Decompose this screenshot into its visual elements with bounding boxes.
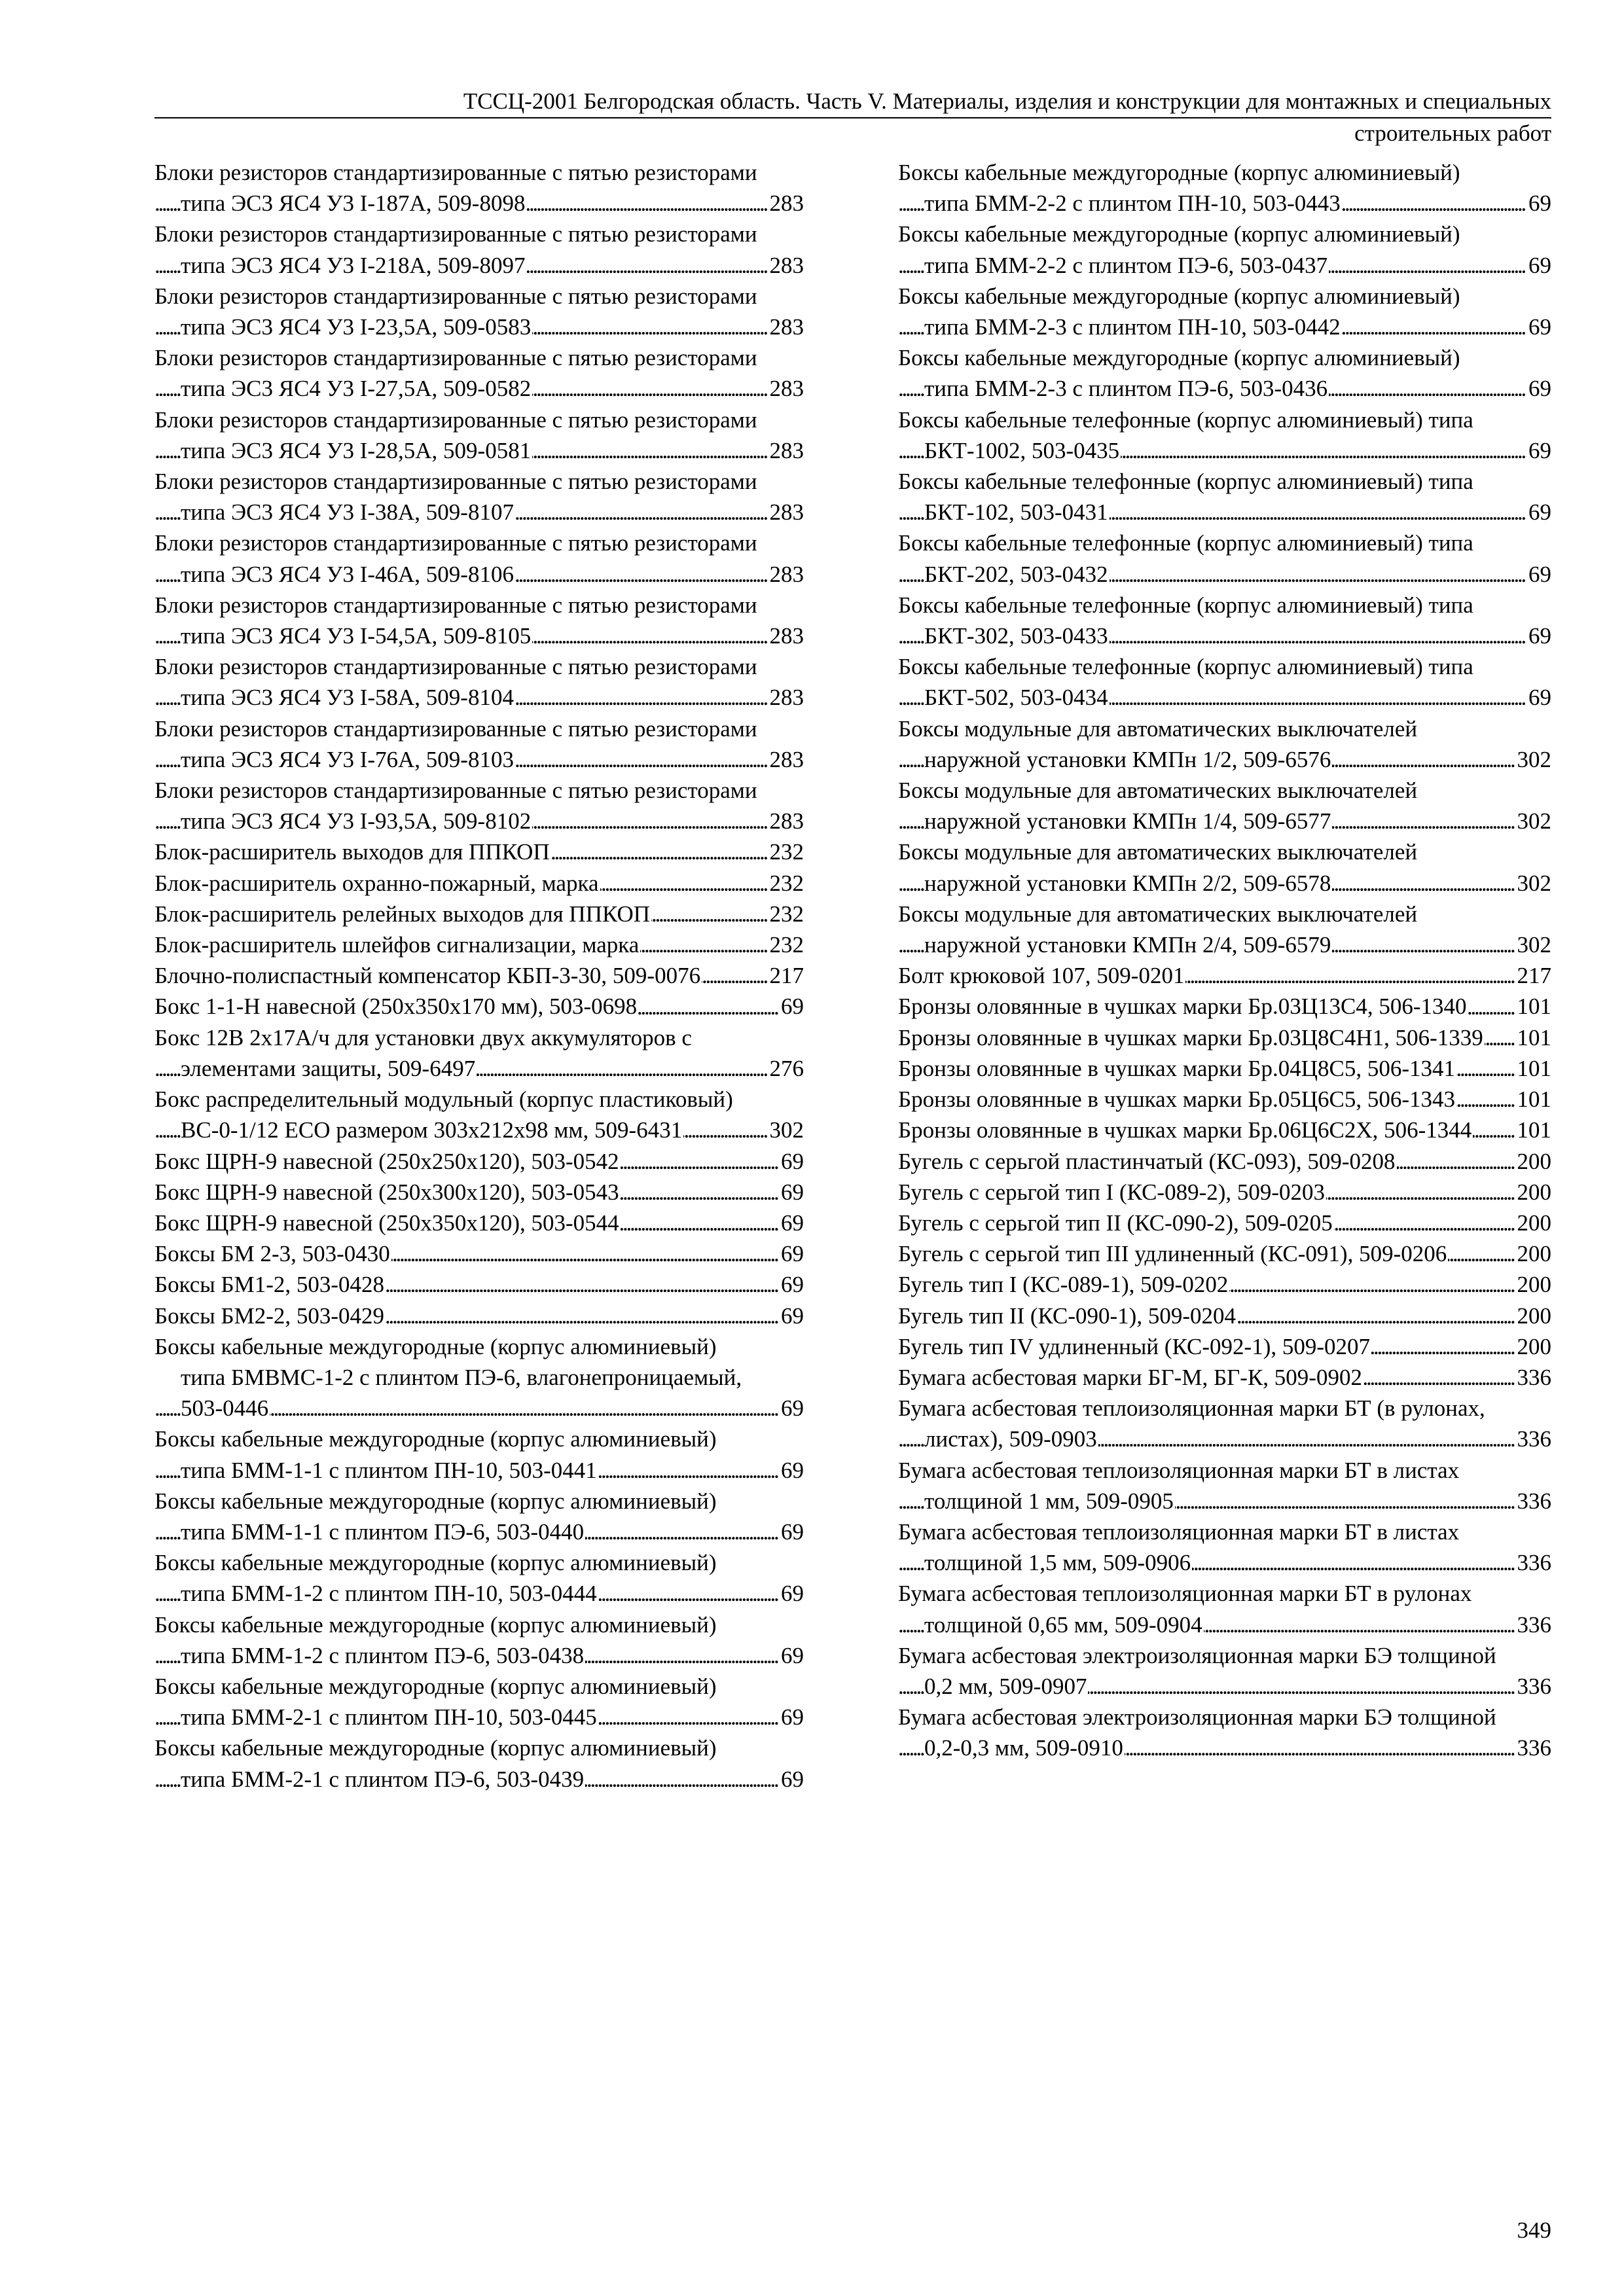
index-entry-page: 69: [1526, 559, 1551, 590]
index-entry-text: Бокс ЩРН-9 навесной (250x300x120), 503-0543: [154, 1179, 619, 1205]
index-entry: [154, 960, 804, 991]
index-entry-text: Боксы БМ 2-3, 503-0430: [154, 1241, 390, 1267]
index-entry-text: Блоки резисторов стандартизированные с пятью резисторами типа ЭС3 ЯС4 У3 I-58А, 509-8104: [154, 654, 757, 711]
index-entry-page: 200: [1515, 1146, 1552, 1177]
index-entry-text: Бокс распределительный модульный (корпус пластиковый) ВС-0-1/12 ECO размером 303x212x98 мм, 509-6431: [154, 1086, 733, 1143]
index-entry-page: 101: [1515, 1084, 1552, 1115]
index-entry: [154, 1208, 804, 1238]
index-entry-text: Боксы БМ1-2, 503-0428: [154, 1272, 385, 1298]
index-entry-text: Бумага асбестовая теплоизоляционная марки БТ в рулонах толщиной 0,65 мм, 509-0904: [898, 1581, 1472, 1638]
index-entry-text: Боксы кабельные междугородные (корпус алюминиевый) типа БММ-2-1 с плинтом ПЭ-6, 503-0439: [154, 1735, 717, 1792]
index-entry-text: Бокс ЩРН-9 навесной (250x350x120), 503-0544: [154, 1210, 619, 1236]
index-entry-text: Блок-расширитель шлейфов сигнализации, марка: [154, 932, 640, 958]
index-entry-page: 69: [1526, 373, 1551, 404]
index-entry-page: 200: [1515, 1177, 1552, 1208]
index-entry-text: Блоки резисторов стандартизированные с пятью резисторами типа ЭС3 ЯС4 У3 I-76А, 509-8103: [154, 715, 757, 772]
index-entry-page: 69: [1526, 435, 1551, 466]
index-entry: [898, 281, 1551, 342]
index-entry-text: Блок-расширитель релейных выходов для ППКОП: [154, 901, 650, 927]
index-entry-text: Болт крюковой 107, 509-0201: [898, 963, 1185, 989]
index-entry: [898, 157, 1551, 219]
index-entry-page: 69: [1526, 682, 1551, 713]
index-entry: [898, 219, 1551, 280]
index-entry-page: 302: [1515, 929, 1552, 960]
index-entry-text: Боксы БМ2-2, 503-0429: [154, 1302, 385, 1329]
index-entry: [154, 1424, 804, 1485]
index-entry-page: 69: [778, 1238, 804, 1269]
index-entry-text: Боксы кабельные телефонные (корпус алюминиевый) типа БКТ-1002, 503-0435: [898, 406, 1473, 463]
index-entry-page: 336: [1515, 1609, 1552, 1640]
index-entry-page: 283: [767, 744, 804, 775]
index-entry-text: Бумага асбестовая электроизоляционная марки БЭ толщиной 0,2 мм, 509-0907: [898, 1642, 1496, 1699]
index-entry-page: 69: [778, 1455, 804, 1486]
index-entry: [898, 713, 1551, 775]
index-entry-text: Блоки резисторов стандартизированные с пятью резисторами типа ЭС3 ЯС4 У3 I-93,5А, 509-8102: [154, 778, 757, 834]
index-entry-page: 101: [1515, 1022, 1552, 1053]
index-entry-page: 217: [767, 960, 804, 991]
index-entry-text: Боксы модульные для автоматических выключателей наружной установки КМПн 1/2, 509-6576: [898, 715, 1418, 772]
index-entry-text: Боксы кабельные междугородные (корпус алюминиевый) типа БММ-1-2 с плинтом ПЭ-6, 503-0438: [154, 1611, 717, 1668]
index-entry-text: Боксы кабельные телефонные (корпус алюминиевый) типа БКТ-302, 503-0433: [898, 592, 1473, 649]
index-entry-page: 69: [778, 1269, 804, 1300]
index-entry-text: Бугель с серьгой тип III удлиненный (КС-091), 509-0206: [898, 1241, 1447, 1267]
index-entry-page: 200: [1515, 1238, 1552, 1269]
running-header: ТССЦ-2001 Белгородская область. Часть V. Материалы, изделия и конструкции для монтажных и специальных: [154, 86, 1551, 118]
index-entry: [898, 1269, 1551, 1300]
index-entry: [898, 1393, 1551, 1454]
index-entry-page: 200: [1515, 1300, 1552, 1331]
index-entry: [154, 1547, 804, 1609]
index-entry-page: 232: [767, 836, 804, 867]
index-entry-text: Блок-расширитель выходов для ППКОП: [154, 839, 550, 865]
index-entry-page: 69: [778, 1146, 804, 1177]
index-entry-page: 283: [767, 806, 804, 836]
index-entry: [898, 590, 1551, 651]
index-entry: [898, 960, 1551, 991]
index-entry-text: Блоки резисторов стандартизированные с пятью резисторами типа ЭС3 ЯС4 У3 I-38А, 509-8107: [154, 469, 757, 526]
index-entry-page: 101: [1515, 991, 1552, 1022]
index-entry: [154, 528, 804, 589]
index-entry-page: 232: [767, 929, 804, 960]
index-entry-text: Бронзы оловянные в чушках марки Бр.05Ц6С5, 506-1343: [898, 1086, 1455, 1113]
index-entry-page: 69: [778, 991, 804, 1022]
index-entry-page: 336: [1515, 1732, 1552, 1763]
index-entry-text: Бокс ЩРН-9 навесной (250x250x120), 503-0542: [154, 1148, 619, 1174]
index-entry: [154, 1609, 804, 1671]
index-entry-page: 283: [767, 373, 804, 404]
index-entry: [154, 836, 804, 867]
index-entry-text: Боксы кабельные междугородные (корпус алюминиевый) типа БММ-2-3 с плинтом ПЭ-6, 503-0436: [898, 345, 1460, 402]
index-entry-text: Боксы кабельные телефонные (корпус алюминиевый) типа БКТ-102, 503-0431: [898, 469, 1473, 526]
index-entry: [154, 281, 804, 342]
index-entry: [898, 1238, 1551, 1269]
index-entry: [898, 1640, 1551, 1702]
index-entry: [898, 466, 1551, 528]
index-entry: [154, 157, 804, 219]
index-entry: [154, 1486, 804, 1547]
index-entry: [898, 1455, 1551, 1516]
index-entry: [154, 1084, 804, 1145]
index-entry-text: Боксы модульные для автоматических выключателей наружной установки КМПн 2/4, 509-6579: [898, 901, 1418, 958]
index-entry-text: Боксы кабельные междугородные (корпус алюминиевый) типа БММ-1-1 с плинтом ПН-10, 503-0441: [154, 1426, 717, 1483]
index-entry-page: 302: [1515, 868, 1552, 899]
index-entry: [898, 1578, 1551, 1640]
index-entry: [898, 1146, 1551, 1177]
index-entry: [154, 991, 804, 1022]
index-entry-text: Боксы кабельные телефонные (корпус алюминиевый) типа БКТ-502, 503-0434: [898, 654, 1473, 711]
index-entry-page: 283: [767, 312, 804, 342]
index-entry: [154, 1177, 804, 1208]
index-entry-text: Бумага асбестовая теплоизоляционная марки БТ в листах толщиной 1 мм, 509-0905: [898, 1457, 1460, 1514]
running-header-continuation: строительных работ: [1354, 120, 1551, 146]
index-entry-page: 232: [767, 899, 804, 929]
index-entry-page: 200: [1515, 1269, 1552, 1300]
index-entry: [154, 1671, 804, 1732]
index-entry-page: 336: [1515, 1362, 1552, 1393]
index-entry-text: Блоки резисторов стандартизированные с пятью резисторами типа ЭС3 ЯС4 У3 I-28,5А, 509-0581: [154, 406, 757, 463]
index-entry: [898, 775, 1551, 836]
index-entry-page: 69: [778, 1764, 804, 1795]
index-entry: [154, 342, 804, 404]
index-entry-text: Боксы модульные для автоматических выключателей наружной установки КМПн 2/2, 509-6578: [898, 839, 1418, 896]
index-entry-text: Боксы кабельные междугородные (корпус алюминиевый) типа БММ-2-1 с плинтом ПН-10, 503-0445: [154, 1673, 717, 1731]
index-entry-page: 276: [767, 1053, 804, 1084]
index-entry: [898, 991, 1551, 1022]
index-entry-text: Бронзы оловянные в чушках марки Бр.03Ц8С4Н1, 506-1339: [898, 1024, 1483, 1050]
index-entry-text: Боксы кабельные междугородные (корпус алюминиевый) типа БММ-2-3 с плинтом ПН-10, 503-0442: [898, 283, 1460, 340]
index-entry-text: Боксы кабельные междугородные (корпус алюминиевый) типа БММ-2-2 с плинтом ПН-10, 503-0443: [898, 160, 1460, 217]
index-entry: [898, 1053, 1551, 1084]
index-entry-text: Боксы кабельные телефонные (корпус алюминиевый) типа БКТ-202, 503-0432: [898, 530, 1473, 587]
index-entry: [154, 404, 804, 466]
index-entry: [898, 1208, 1551, 1238]
index-entry: [898, 651, 1551, 713]
index-entry-text: Блок-расширитель охранно-пожарный, марка: [154, 870, 599, 896]
index-entry: [154, 1146, 804, 1177]
index-entry-page: 283: [767, 435, 804, 466]
index-entry: [154, 1238, 804, 1269]
index-entry-page: 69: [778, 1393, 804, 1424]
index-entry: [154, 1022, 804, 1084]
index-entry-page: 283: [767, 497, 804, 528]
index-entry-text: Блоки резисторов стандартизированные с пятью резисторами типа ЭС3 ЯС4 У3 I-46А, 509-8106: [154, 530, 757, 587]
index-entry-text: Бронзы оловянные в чушках марки Бр.06Ц6С2Х, 506-1344: [898, 1117, 1472, 1143]
index-entry: [154, 775, 804, 836]
index-entry: [154, 219, 804, 280]
index-entry: [898, 1300, 1551, 1331]
index-entry: [898, 528, 1551, 589]
index-entry-text: Блоки резисторов стандартизированные с пятью резисторами типа ЭС3 ЯС4 У3 I-218А, 509-8097: [154, 221, 757, 278]
index-entry-page: 283: [767, 682, 804, 713]
index-entry-text: Блоки резисторов стандартизированные с пятью резисторами типа ЭС3 ЯС4 У3 I-27,5А, 509-0582: [154, 345, 757, 402]
page-number: 349: [1517, 2217, 1551, 2243]
index-entry-text: Бумага асбестовая теплоизоляционная марки БТ (в рулонах, листах), 509-0903: [898, 1395, 1485, 1452]
index-entry: [154, 590, 804, 651]
index-entry-text: Боксы кабельные междугородные (корпус алюминиевый) типа БММ-1-1 с плинтом ПЭ-6, 503-0440: [154, 1488, 717, 1545]
index-entry-text: Бронзы оловянные в чушках марки Бр.03Ц13С4, 506-1340: [898, 994, 1467, 1020]
index-entry-text: Бумага асбестовая марки БГ-М, БГ-К, 509-0902: [898, 1364, 1362, 1390]
index-entry: [154, 1300, 804, 1331]
index-entry-text: Бумага асбестовая теплоизоляционная марки БТ в листах толщиной 1,5 мм, 509-0906: [898, 1518, 1460, 1576]
index-entry: [154, 868, 804, 899]
index-entry: [898, 1516, 1551, 1578]
index-entry-text: Боксы модульные для автоматических выключателей наружной установки КМПн 1/4, 509-6577: [898, 778, 1418, 834]
index-entry-page: 336: [1515, 1671, 1552, 1702]
index-entry: [154, 1732, 804, 1794]
index-entry: [154, 899, 804, 929]
index-entry: [898, 1177, 1551, 1208]
index-entry-page: 336: [1515, 1424, 1552, 1454]
index-entry-page: 69: [778, 1702, 804, 1732]
index-entry-page: 69: [1526, 620, 1551, 651]
index-entry-page: 101: [1515, 1115, 1552, 1145]
index-entry-text: Бугель тип I (КС-089-1), 509-0202: [898, 1272, 1229, 1298]
index-entry-text: Блоки резисторов стандартизированные с пятью резисторами типа ЭС3 ЯС4 У3 I-54,5А, 509-8105: [154, 592, 757, 649]
index-entry: [154, 466, 804, 528]
index-entry-text: Блоки резисторов стандартизированные с пятью резисторами типа ЭС3 ЯС4 У3 I-187А, 509-8098: [154, 160, 757, 217]
index-column-left: [154, 157, 804, 1795]
index-entry-text: Бугель с серьгой тип I (КС-089-2), 509-0203: [898, 1179, 1326, 1205]
index-entry-page: 217: [1515, 960, 1552, 991]
index-entry-text: Боксы кабельные междугородные (корпус алюминиевый) типа БММ-2-2 с плинтом ПЭ-6, 503-0437: [898, 221, 1460, 278]
index-entry-page: 69: [778, 1208, 804, 1238]
index-entry: [898, 342, 1551, 404]
index-entry: [154, 929, 804, 960]
index-entry: [898, 1022, 1551, 1053]
index-entry-page: 283: [767, 620, 804, 651]
index-entry-page: 101: [1515, 1053, 1552, 1084]
index-entry-page: 336: [1515, 1486, 1552, 1516]
index-entry-page: 283: [767, 559, 804, 590]
index-entry-page: 69: [1526, 188, 1551, 219]
index-entry-text: Бронзы оловянные в чушках марки Бр.04Ц8С5, 506-1341: [898, 1055, 1455, 1081]
index-entry-page: 69: [778, 1640, 804, 1671]
index-entry-text: Бугель тип IV удлиненный (КС-092-1), 509-0207: [898, 1333, 1371, 1359]
index-entry-text: Бумага асбестовая электроизоляционная марки БЭ толщиной 0,2-0,3 мм, 509-0910: [898, 1704, 1496, 1761]
index-entry-page: 69: [1526, 250, 1551, 281]
index-entry-page: 302: [767, 1115, 804, 1145]
index-entry-text: Блочно-полиспастный компенсатор КБП-3-30, 509-0076: [154, 963, 701, 989]
index-entry: [898, 1115, 1551, 1145]
index-entry-text: Бугель с серьгой пластинчатый (КС-093), 509-0208: [898, 1148, 1396, 1174]
index-entry-page: 232: [767, 868, 804, 899]
index-entry: [898, 836, 1551, 898]
index-entry-page: 69: [778, 1300, 804, 1331]
index-entry-page: 69: [1526, 497, 1551, 528]
index-entry: [898, 404, 1551, 466]
index-entry-text: Бугель тип II (КС-090-1), 509-0204: [898, 1302, 1236, 1329]
index-entry-page: 283: [767, 250, 804, 281]
index-entry-page: 69: [1526, 312, 1551, 342]
index-entry-page: 69: [778, 1516, 804, 1547]
index-entry: [154, 651, 804, 713]
index-entry: [898, 1702, 1551, 1763]
index-entry-text: Боксы кабельные междугородные (корпус алюминиевый) типа БММ-1-2 с плинтом ПН-10, 503-0444: [154, 1550, 717, 1607]
index-entry: [898, 1362, 1551, 1393]
index-entry-page: 200: [1515, 1331, 1552, 1362]
index-entry: [154, 1269, 804, 1300]
index-entry-page: 69: [778, 1177, 804, 1208]
index-entry-page: 69: [778, 1578, 804, 1609]
index-entry: [154, 713, 804, 775]
index-entry-page: 200: [1515, 1208, 1552, 1238]
index-entry-page: 302: [1515, 744, 1552, 775]
index-entry-text: Бокс 12В 2x17А/ч для установки двух аккумуляторов с элементами защиты, 509-6497: [154, 1024, 692, 1081]
index-entry-page: 283: [767, 188, 804, 219]
index-entry: [898, 1084, 1551, 1115]
index-entry: [898, 899, 1551, 960]
index-entry-text: Блоки резисторов стандартизированные с пятью резисторами типа ЭС3 ЯС4 У3 I-23,5А, 509-0583: [154, 283, 757, 340]
index-entry-text: Боксы кабельные междугородные (корпус алюминиевый) типа БМВМС-1-2 с плинтом ПЭ-6, влагонепроницаемый, 503-0446: [154, 1333, 742, 1422]
index-entry-text: Бокс 1-1-Н навесной (250x350x170 мм), 503-0698: [154, 994, 638, 1020]
index-column-right: [898, 157, 1551, 1764]
index-entry-page: 336: [1515, 1547, 1552, 1578]
index-entry-page: 302: [1515, 806, 1552, 836]
index-entry: [154, 1331, 804, 1424]
index-entry-text: Бугель с серьгой тип II (КС-090-2), 509-0205: [898, 1210, 1333, 1236]
index-entry: [898, 1331, 1551, 1362]
